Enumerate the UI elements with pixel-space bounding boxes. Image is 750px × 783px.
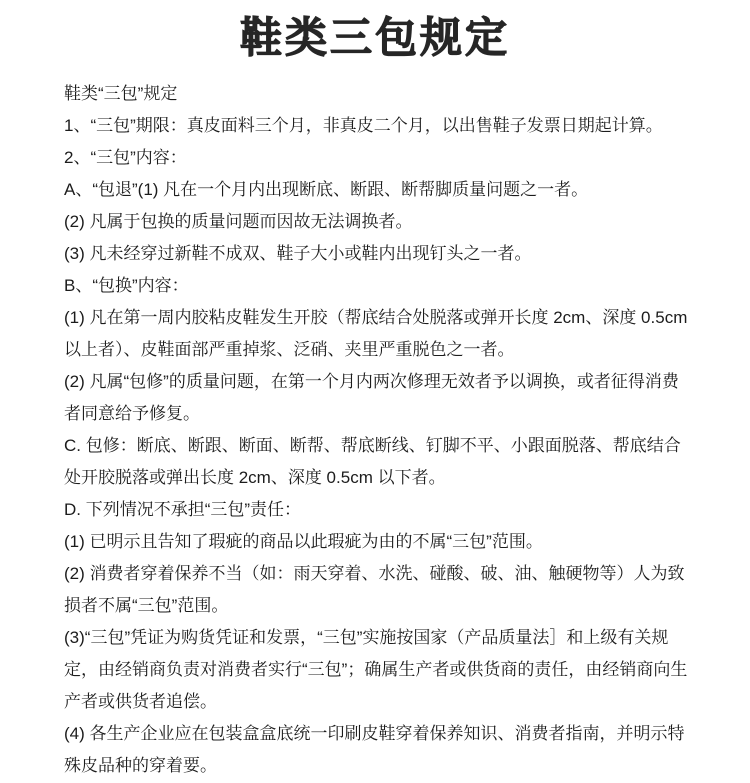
paragraph: 2、“三包”内容： [64, 148, 187, 167]
paragraph: D. 下列情况不承担“三包”责任： [64, 500, 302, 519]
page-title: 鞋类三包规定 [239, 14, 510, 61]
paragraph: 鞋类“三包”规定 [64, 84, 178, 103]
document-body [0, 64, 750, 782]
paragraph: (3) 凡未经穿过新鞋不成双、鞋子大小或鞋内出现钉头之一者。 [64, 244, 532, 263]
paragraph: (1) 凡在第一周内胶粘皮鞋发生开胶（帮底结合处脱落或弹开长度 2cm、深度 0.5cm 以上者）、皮鞋面部严重掉浆、泛硝、夹里严重脱色之一者。 [64, 308, 688, 359]
paragraph: (4) 各生产企业应在包装盒盒底统一印刷皮鞋穿着保养知识、消费者指南，并明示特殊皮品种的穿着要。 [64, 724, 685, 775]
paragraph: 1、“三包”期限：真皮面料三个月，非真皮二个月，以出售鞋子发票日期起计算。 [64, 116, 663, 135]
paragraph: (2) 凡属于包换的质量问题而因故无法调换者。 [64, 212, 413, 231]
paragraph: (2) 消费者穿着保养不当（如：雨天穿着、水洗、碰酸、破、油、触硬物等）人为致损者不属“三包”范围。 [64, 564, 685, 615]
paragraph: (1) 已明示且告知了瑕疵的商品以此瑕疵为由的不属“三包”范围。 [64, 532, 543, 551]
paragraph: (2) 凡属“包修”的质量问题，在第一个月内两次修理无效者予以调换，或者征得消费者同意给予修复。 [64, 372, 679, 423]
paragraph: C. 包修：断底、断跟、断面、断帮、帮底断线、钉脚不平、小跟面脱落、帮底结合处开胶脱落或弹出长度 2cm、深度 0.5cm 以下者。 [64, 436, 681, 487]
paragraph: B、“包换”内容： [64, 276, 189, 295]
paragraph: (3)“三包”凭证为购货凭证和发票，“三包”实施按国家（产品质量法］和上级有关规定，由经销商负责对消费者实行“三包”；确属生产者或供货商的责任，由经销商向生产者或供货者追偿。 [64, 628, 688, 711]
paragraph: A、“包退”(1) 凡在一个月内出现断底、断跟、断帮脚质量问题之一者。 [64, 180, 589, 199]
